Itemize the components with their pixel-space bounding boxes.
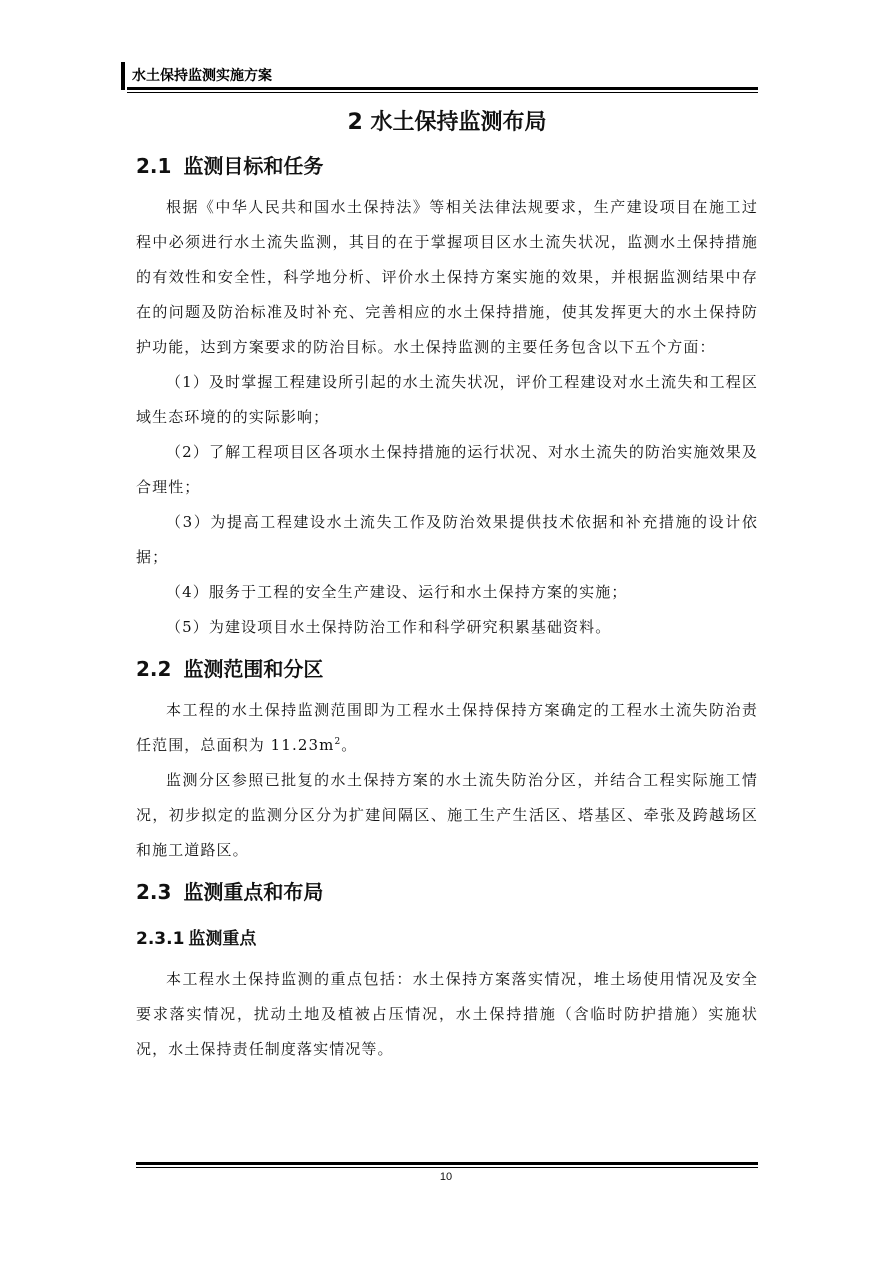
scope-superscript: 2	[334, 737, 342, 747]
task-item-5: （5）为建设项目水土保持防治工作和科学研究积累基础资料。	[166, 618, 612, 636]
section-heading-2-2	[136, 645, 758, 693]
header-marker-bar	[121, 62, 125, 90]
section-number: 2.3	[136, 880, 172, 904]
subsection-heading-2-3-1	[136, 916, 758, 962]
section-number: 2.1	[136, 154, 172, 178]
task-item-1: （1）及时掌握工程建设所引起的水土流失状况，评价工程建设对水土流失和工程区域生态环境的的实际影响；	[136, 373, 758, 426]
header-rule-thin	[127, 92, 758, 93]
header-title: 水土保持监测实施方案	[132, 68, 272, 84]
scope-end: 。	[341, 736, 358, 754]
paragraph-scope	[136, 693, 758, 763]
section-heading-2-1	[136, 142, 758, 190]
task-item-4: （4）服务于工程的安全生产建设、运行和水土保持方案的实施；	[166, 583, 628, 601]
section-heading-2-3	[136, 868, 758, 916]
header-rule	[127, 87, 758, 90]
footer-rule	[136, 1162, 758, 1165]
paragraph-zoning: 监测分区参照已批复的水土保持方案的水土流失防治分区，并结合工程实际施工情况，初步拟定的监测分区分为扩建间隔区、施工生产生活区、塔基区、牵张及跨越场区和施工道路区。	[136, 771, 758, 859]
subsection-title: 监测重点	[188, 929, 257, 949]
task-item-3: （3）为提高工程建设水土流失工作及防治效果提供技术依据和补充措施的设计依据；	[136, 513, 758, 566]
section-title: 监测目标和任务	[183, 154, 324, 178]
section-number: 2.2	[136, 657, 172, 681]
task-item-2: （2）了解工程项目区各项水土保持措施的运行状况、对水土流失的防治实施效果及合理性；	[136, 443, 758, 496]
paragraph-key-points: 本工程水土保持监测的重点包括：水土保持方案落实情况，堆土场使用情况及安全要求落实情况，扰动土地及植被占压情况，水土保持措施（含临时防护措施）实施状况，水土保持责任制度落实情况等。	[136, 970, 758, 1058]
scope-text: 本工程的水土保持监测范围即为工程水土保持保持方案确定的工程水土流失防治责任范围，总面积为 11.23m	[136, 701, 758, 754]
document-body	[136, 104, 758, 1067]
subsection-number: 2.3.1	[136, 929, 185, 949]
chapter-title: 2 水土保持监测布局	[347, 110, 547, 135]
page-header	[121, 62, 758, 94]
section-title: 监测重点和布局	[183, 880, 324, 904]
footer-rule-thin	[136, 1167, 758, 1168]
page-number: 10	[439, 1171, 453, 1183]
section-title: 监测范围和分区	[183, 657, 324, 681]
paragraph-intro: 根据《中华人民共和国水土保持法》等相关法律法规要求，生产建设项目在施工过程中必须进行水土流失监测，其目的在于掌握项目区水土流失状况，监测水土保持措施的有效性和安全性，科学地分析、评价水土保持方案实施的效果，并根据监测结果中存在的问题及防治标准及时补充、完善相应的水土保持措施，使其发挥更大的水土保持防护功能，达到方案要求的防治目标。水土保持监测的主要任务包含以下五个方面：	[136, 198, 758, 356]
